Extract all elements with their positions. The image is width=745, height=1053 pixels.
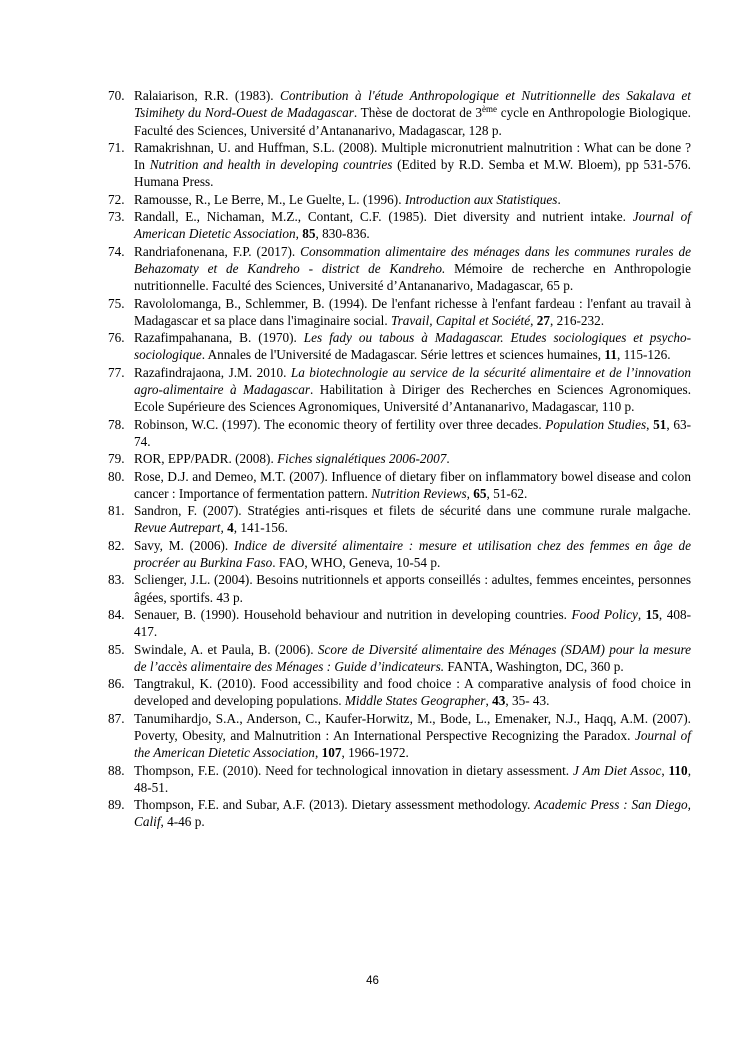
reference-text: ,	[661, 762, 669, 778]
reference-item	[108, 537, 691, 572]
reference-item	[108, 191, 691, 208]
reference-title: Consommation alimentaire des ménages dans les communes rurales de Behazomaty et de Kandreho - district de Kandreho.	[134, 243, 691, 276]
reference-text: , 115-126.	[616, 347, 671, 363]
reference-title: Introduction aux Statistiques	[404, 191, 558, 207]
reference-title: Food Policy	[571, 606, 638, 622]
reference-volume: 107	[321, 745, 342, 761]
reference-text: , 141-156.	[233, 520, 288, 536]
reference-number: 77.	[108, 364, 125, 380]
reference-text: Ramakrishnan, U. and Huffman, S.L. (2008). Multiple micronutrient malnutrition : What can be done ? In	[134, 139, 691, 173]
reference-text: , 4-46 p.	[160, 814, 205, 830]
reference-item	[108, 502, 691, 537]
reference-number: 85.	[108, 641, 125, 657]
reference-text: ROR, EPP/PADR. (2008).	[134, 451, 278, 467]
reference-text: ,	[466, 485, 474, 501]
reference-text: ,	[637, 606, 646, 622]
reference-number: 84.	[108, 606, 125, 622]
reference-item	[108, 416, 691, 451]
reference-text: , 830-836.	[315, 226, 370, 242]
reference-item	[108, 571, 691, 606]
reference-item	[108, 329, 691, 364]
reference-volume: 43	[492, 693, 506, 709]
reference-text: Tanumihardjo, S.A., Anderson, C., Kaufer-Horwitz, M., Bode, L., Emenaker, N.J., Haqq, A.M. (2007). Poverty, Obesity, and Malnutrition : An International Perspective Recognizing the Paradox.	[134, 710, 691, 743]
reference-text: FANTA, Washington, DC, 360 p.	[444, 658, 624, 674]
reference-text: , 408-417.	[134, 606, 692, 640]
reference-volume: 65	[473, 485, 487, 501]
reference-text: .	[557, 191, 561, 207]
reference-number: 87.	[108, 710, 125, 726]
reference-title: Revue Autrepart,	[134, 520, 224, 536]
reference-text: , 216-232.	[549, 312, 605, 328]
reference-number: 78.	[108, 416, 125, 432]
reference-title: Les fady ou tabous à Madagascar. Etudes sociologiques et psycho-sociologique	[134, 330, 691, 363]
reference-text: Thompson, F.E. (2010). Need for technological innovation in dietary assessment.	[134, 762, 573, 778]
reference-item	[108, 450, 691, 467]
reference-number: 76.	[108, 330, 125, 346]
reference-text: .	[446, 451, 450, 467]
reference-text: Thompson, F.E. and Subar, A.F. (2013). Dietary assessment methodology.	[134, 797, 535, 813]
reference-number: 83.	[108, 572, 125, 588]
reference-title: Journal of the American Dietetic Association	[134, 727, 691, 761]
reference-text: . FAO, WHO, Geneva, 10-54 p.	[272, 555, 441, 571]
reference-number: 72.	[108, 191, 125, 207]
reference-text: , 48-51.	[134, 762, 691, 795]
reference-text: Ramousse, R., Le Berre, M., Le Guelte, L. (1996).	[134, 191, 405, 207]
reference-text: Mémoire de recherche en Anthropologie nutritionnelle. Faculté des Sciences, Université d’Antananarivo, Madagascar, 65 p.	[134, 260, 691, 294]
reference-text: Ralaiarison, R.R. (1983).	[134, 88, 281, 103]
reference-text: ,	[485, 693, 493, 709]
reference-text: Razafimpahanana, B. (1970).	[134, 330, 304, 346]
reference-title: Nutrition Reviews	[371, 485, 467, 501]
reference-title: Population Studies	[545, 416, 647, 432]
reference-item	[108, 606, 691, 641]
reference-volume: 85	[302, 226, 316, 242]
reference-number: 73.	[108, 209, 125, 225]
reference-text: ,	[295, 226, 303, 242]
reference-number: 75.	[108, 295, 125, 311]
reference-number: 80.	[108, 468, 125, 484]
reference-volume: 4	[227, 520, 234, 536]
reference-text: , 51-62.	[486, 485, 528, 501]
reference-text: , 35- 43.	[505, 693, 550, 709]
reference-item	[108, 710, 691, 762]
reference-text: ,	[530, 312, 537, 328]
reference-text: cycle en Anthropologie Biologique. Faculté des Sciences, Université d’Antananarivo, Madagascar, 128 p.	[134, 105, 691, 138]
reference-title: Journal of American Dietetic Association	[134, 209, 691, 242]
reference-title: Score de Diversité alimentaire des Ménages (SDAM) pour la mesure de l’accès alimentaire des Ménages : Guide d’indicateurs.	[134, 641, 692, 674]
reference-item	[108, 295, 691, 330]
reference-number: 82.	[108, 537, 125, 553]
reference-text: Tangtrakul, K. (2010). Food accessibility and food choice : A comparative analysis of food choice in developed and developing populations.	[134, 676, 691, 709]
reference-text: . Thèse de doctorat de 3	[353, 105, 483, 121]
reference-item	[108, 139, 691, 191]
page-number: 46	[366, 975, 379, 987]
reference-title: La biotechnologie au service de la sécurité alimentaire et de l’innovation agro-alimentaire à Madagascar	[134, 364, 691, 398]
reference-text: Randriafonenana, F.P. (2017).	[134, 243, 301, 259]
reference-number: 71.	[108, 139, 125, 155]
reference-item	[108, 468, 691, 503]
reference-text: Razafindrajaona, J.M. 2010.	[134, 364, 291, 380]
reference-text: Robinson, W.C. (1997). The economic theory of fertility over three decades.	[134, 416, 546, 432]
reference-text: Rose, D.J. and Demeo, M.T. (2007). Influence of dietary fiber on inflammatory bowel disease and colon cancer : Importance of fermentation pattern.	[134, 468, 691, 501]
reference-text: . Annales de l'Université de Madagascar. Série lettres et sciences humaines,	[201, 347, 605, 363]
reference-number: 88.	[108, 762, 125, 778]
reference-title: Middle States Geographer	[344, 693, 486, 709]
reference-list	[108, 87, 691, 831]
reference-text: Senauer, B. (1990). Household behaviour and nutrition in developing countries.	[134, 606, 572, 622]
reference-item	[108, 762, 691, 797]
reference-text: , 63-74.	[134, 416, 691, 449]
reference-number: 89.	[108, 797, 125, 813]
reference-item	[108, 364, 691, 416]
reference-volume: 27	[536, 312, 550, 328]
reference-volume: 11	[604, 347, 617, 363]
reference-title: Nutrition and health in developing countries	[149, 157, 393, 173]
reference-title: Contribution à l'étude Anthropologique et Nutritionnelle des Sakalava et Tsimihety du Nord-Ouest de Madagascar	[134, 88, 691, 121]
reference-volume: 110	[668, 762, 688, 778]
reference-number: 74.	[108, 243, 125, 259]
reference-title: Fiches signalétiques 2006-2007	[277, 451, 447, 467]
reference-item	[108, 87, 691, 139]
reference-title: Indice de diversité alimentaire : mesure et utilisation chez des femmes en âge de procréer au Burkina Faso	[134, 537, 691, 571]
reference-text: , 1966-1972.	[341, 745, 409, 761]
reference-text: ,	[646, 416, 654, 432]
reference-number: 79.	[108, 451, 125, 467]
reference-title: J Am Diet Assoc	[572, 762, 662, 778]
reference-item	[108, 796, 691, 831]
reference-number: 86.	[108, 676, 125, 692]
reference-text: . Habilitation à Diriger des Recherches en Sciences Agronomiques. Ecole Supérieure des Sciences Agronomiques, Université d’Antananarivo, Madagascar, 110 p.	[134, 382, 692, 415]
reference-text: (Edited by R.D. Semba et M.W. Bloem), pp 531-576. Humana Press.	[134, 157, 691, 190]
reference-title: Academic Press : San Diego, Calif	[134, 797, 691, 830]
reference-text: ème	[482, 104, 498, 115]
reference-text: ,	[314, 745, 322, 761]
reference-number: 81.	[108, 503, 125, 519]
reference-text: Savy, M. (2006).	[134, 537, 234, 553]
reference-text: Swindale, A. et Paula, B. (2006).	[134, 641, 318, 657]
reference-text: Sandron, F. (2007). Stratégies anti-risques et filets de sécurité dans une commune rurale malgache.	[134, 503, 691, 519]
reference-volume: 51	[653, 416, 667, 432]
reference-volume: 15	[645, 606, 659, 622]
reference-item	[108, 243, 691, 295]
reference-text: Randall, E., Nichaman, M.Z., Contant, C.F. (1985). Diet diversity and nutrient intake.	[134, 209, 633, 225]
reference-item	[108, 208, 691, 243]
reference-text: Ravololomanga, B., Schlemmer, B. (1994). De l'enfant richesse à l'enfant fardeau : l'enfant au travail à Madagascar et sa place dans l'imaginaire social.	[134, 295, 691, 328]
reference-number: 70.	[108, 88, 125, 103]
reference-item	[108, 675, 691, 710]
reference-item	[108, 641, 691, 676]
reference-text: Sclienger, J.L. (2004). Besoins nutritionnels et apports conseillés : adultes, femmes enceintes, personnes âgées, sportifs. 43 p.	[134, 572, 691, 605]
reference-title: Travail, Capital et Société	[390, 312, 531, 328]
